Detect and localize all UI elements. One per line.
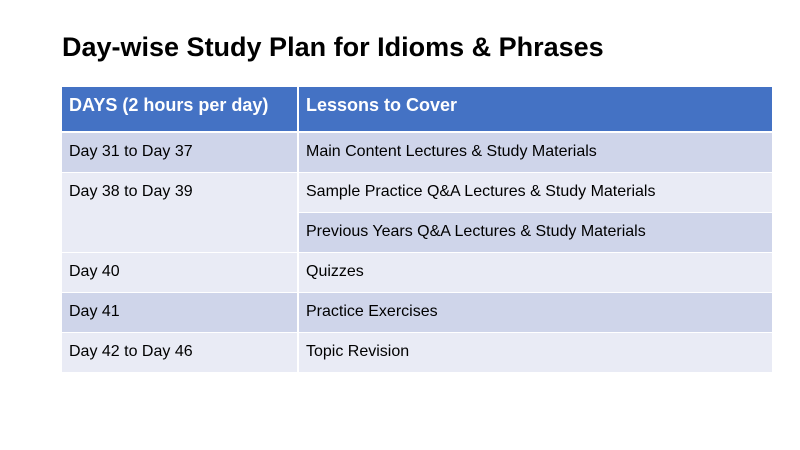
cell-lesson: Quizzes xyxy=(298,252,772,292)
cell-days: Day 38 to Day 39 xyxy=(62,172,298,252)
study-plan-table xyxy=(62,87,772,372)
cell-days: Day 42 to Day 46 xyxy=(62,332,298,372)
cell-lesson: Main Content Lectures & Study Materials xyxy=(298,132,772,172)
cell-lesson: Topic Revision xyxy=(298,332,772,372)
table-row xyxy=(62,252,772,292)
cell-lesson: Practice Exercises xyxy=(298,292,772,332)
cell-days: Day 40 xyxy=(62,252,298,292)
cell-lesson: Previous Years Q&A Lectures & Study Materials xyxy=(298,212,772,252)
table-row xyxy=(62,332,772,372)
table-row xyxy=(62,172,772,212)
table-row xyxy=(62,132,772,172)
table-row xyxy=(62,292,772,332)
cell-lesson: Sample Practice Q&A Lectures & Study Materials xyxy=(298,172,772,212)
header-lessons: Lessons to Cover xyxy=(298,87,772,132)
page-title: Day-wise Study Plan for Idioms & Phrases xyxy=(62,32,604,62)
header-days: DAYS (2 hours per day) xyxy=(62,87,298,132)
cell-days: Day 31 to Day 37 xyxy=(62,132,298,172)
table-header-row xyxy=(62,87,772,132)
cell-days: Day 41 xyxy=(62,292,298,332)
